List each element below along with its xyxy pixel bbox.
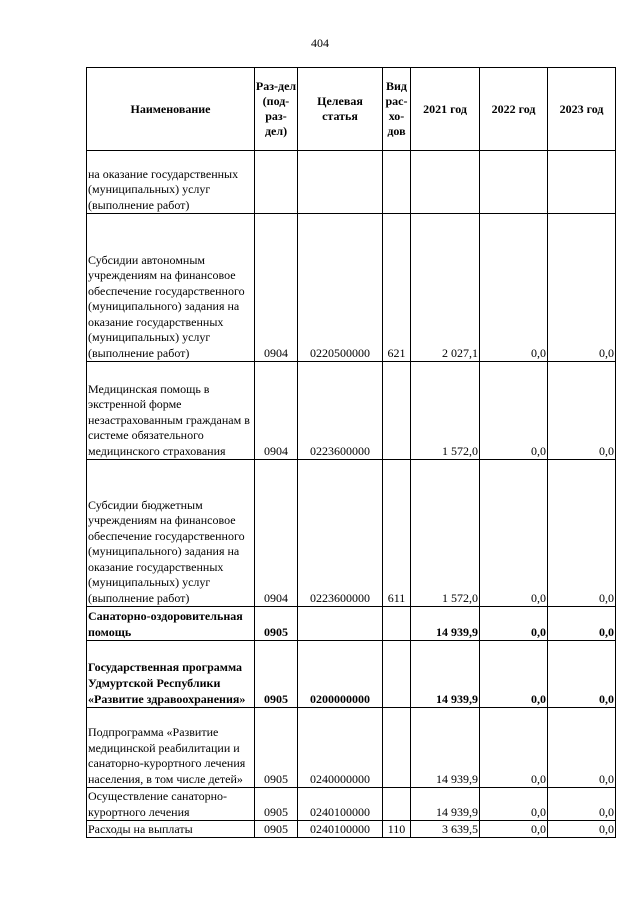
row-target: 0220500000 <box>298 214 383 362</box>
row-target <box>298 607 383 641</box>
row-2023: 0,0 <box>548 788 616 821</box>
row-section: 0905 <box>255 607 298 641</box>
row-name: Расходы на выплаты <box>87 821 255 838</box>
table-row <box>87 607 616 641</box>
row-2023: 0,0 <box>548 362 616 460</box>
row-expense-type <box>383 708 411 788</box>
row-section: 0904 <box>255 214 298 362</box>
row-2022: 0,0 <box>480 788 548 821</box>
row-target: 0223600000 <box>298 362 383 460</box>
header-year-2023: 2023 год <box>548 68 616 151</box>
table-row <box>87 151 616 214</box>
row-2021: 14 939,9 <box>411 708 480 788</box>
row-2022: 0,0 <box>480 460 548 607</box>
row-2021: 1 572,0 <box>411 362 480 460</box>
row-name: на оказание государственных (муниципальных) услуг (выполнение работ) <box>87 151 255 214</box>
row-2022: 0,0 <box>480 214 548 362</box>
row-expense-type: 611 <box>383 460 411 607</box>
page-number: 404 <box>311 36 329 50</box>
row-2023: 0,0 <box>548 641 616 708</box>
row-section: 0905 <box>255 708 298 788</box>
header-year-2021: 2021 год <box>411 68 480 151</box>
row-expense-type <box>383 641 411 708</box>
row-target: 0240000000 <box>298 708 383 788</box>
row-expense-type: 621 <box>383 214 411 362</box>
row-target <box>298 151 383 214</box>
header-year-2022: 2022 год <box>480 68 548 151</box>
row-name: Осуществление санаторно-курортного лечения <box>87 788 255 821</box>
row-2023: 0,0 <box>548 460 616 607</box>
row-section: 0904 <box>255 362 298 460</box>
row-name: Подпрограмма «Развитие медицинской реабилитации и санаторно-курортного лечения населения, в том числе детей» <box>87 708 255 788</box>
row-section: 0905 <box>255 821 298 838</box>
row-2022: 0,0 <box>480 821 548 838</box>
header-name: Наименование <box>87 68 255 151</box>
row-2021: 14 939,9 <box>411 788 480 821</box>
row-name: Государственная программа Удмуртской Республики «Развитие здравоохранения» <box>87 641 255 708</box>
row-2021: 3 639,5 <box>411 821 480 838</box>
row-expense-type <box>383 362 411 460</box>
row-name: Субсидии бюджетным учреждениям на финансовое обеспечение государственного (муниципального) задания на оказание государственных (муниципальных) услуг (выполнение работ) <box>87 460 255 607</box>
row-2021: 14 939,9 <box>411 607 480 641</box>
row-section: 0905 <box>255 641 298 708</box>
row-target: 0240100000 <box>298 788 383 821</box>
row-2023: 0,0 <box>548 821 616 838</box>
row-name: Субсидии автономным учреждениям на финансовое обеспечение государственного (муниципального) задания на оказание государственных (муниципальных) услуг (выполнение работ) <box>87 214 255 362</box>
row-expense-type <box>383 607 411 641</box>
table-row <box>87 214 616 362</box>
header-target: Целевая статья <box>298 68 383 151</box>
row-2023: 0,0 <box>548 708 616 788</box>
row-name: Санаторно-оздоровительная помощь <box>87 607 255 641</box>
row-section <box>255 151 298 214</box>
header-row <box>87 68 616 151</box>
table-row <box>87 708 616 788</box>
header-expense-type: Вид рас-хо-дов <box>383 68 411 151</box>
row-2022: 0,0 <box>480 708 548 788</box>
row-2022: 0,0 <box>480 641 548 708</box>
table-row <box>87 821 616 838</box>
row-target: 0240100000 <box>298 821 383 838</box>
table-row <box>87 788 616 821</box>
row-name: Медицинская помощь в экстренной форме незастрахованным гражданам в системе обязательного медицинского страхования <box>87 362 255 460</box>
row-2023: 0,0 <box>548 214 616 362</box>
row-section: 0905 <box>255 788 298 821</box>
table-row <box>87 460 616 607</box>
row-target: 0200000000 <box>298 641 383 708</box>
row-section: 0904 <box>255 460 298 607</box>
row-2023 <box>548 151 616 214</box>
budget-table <box>86 67 616 838</box>
row-2021: 1 572,0 <box>411 460 480 607</box>
row-2021: 14 939,9 <box>411 641 480 708</box>
row-2022: 0,0 <box>480 362 548 460</box>
row-2021 <box>411 151 480 214</box>
table-row <box>87 641 616 708</box>
row-2022 <box>480 151 548 214</box>
header-section: Раз-дел (под-раз-дел) <box>255 68 298 151</box>
row-2021: 2 027,1 <box>411 214 480 362</box>
row-2022: 0,0 <box>480 607 548 641</box>
row-expense-type <box>383 151 411 214</box>
row-expense-type <box>383 788 411 821</box>
table-row <box>87 362 616 460</box>
row-target: 0223600000 <box>298 460 383 607</box>
row-expense-type: 110 <box>383 821 411 838</box>
row-2023: 0,0 <box>548 607 616 641</box>
